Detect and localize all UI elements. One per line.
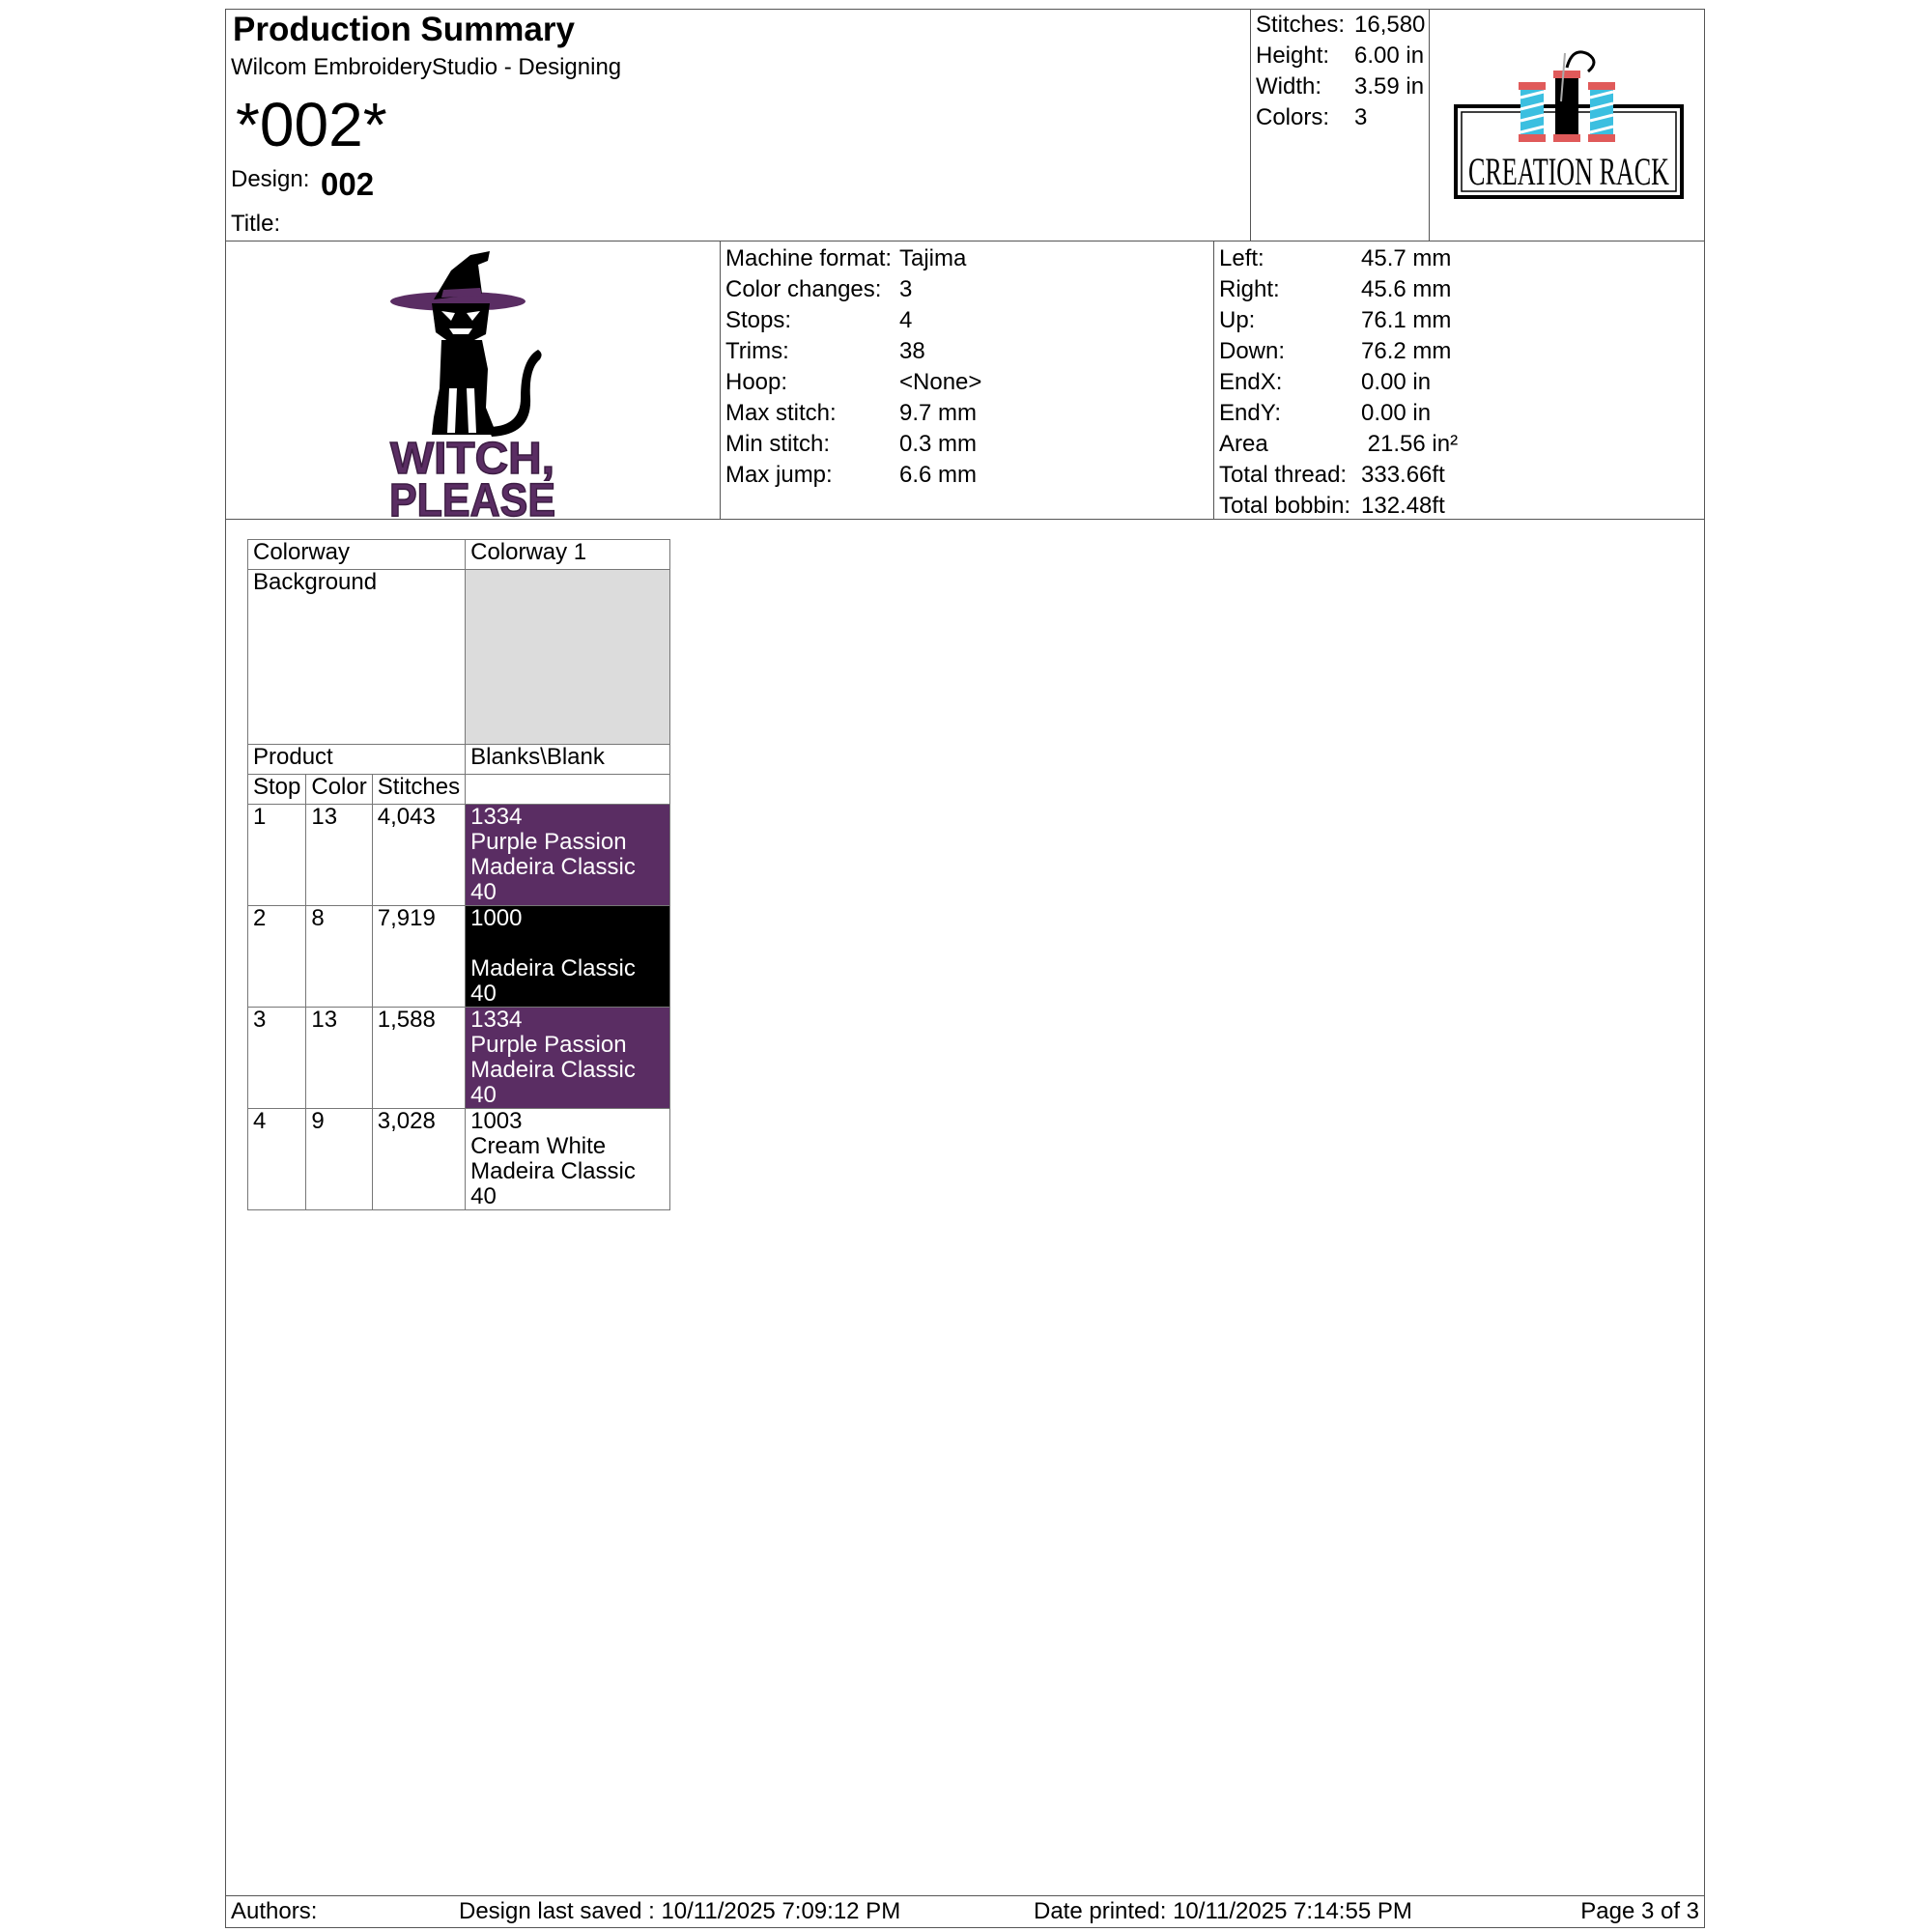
machine-format: Machine format: Tajima	[725, 245, 967, 271]
extent-down: Down: 76.2 mm	[1219, 338, 1452, 364]
svg-text:CREATION RACK: CREATION RACK	[1468, 150, 1670, 193]
thread-code: 1334	[470, 1007, 523, 1033]
thread-name	[470, 931, 665, 956]
stop-number: 3	[248, 1008, 306, 1109]
thread-swatch	[466, 906, 670, 1008]
footer-authors: Authors:	[231, 1898, 318, 1924]
colorway-label: Colorway	[248, 540, 466, 570]
colorway-value: Colorway 1	[466, 540, 670, 570]
stop-stitches: 3,028	[372, 1109, 465, 1210]
stat-stitches: Stitches: 16,580	[1256, 12, 1426, 38]
page-subtitle: Wilcom EmbroideryStudio - Designing	[231, 54, 622, 80]
thread-code: 1003	[470, 1108, 523, 1134]
design-label: Design:	[231, 166, 310, 192]
product-row	[248, 745, 670, 775]
design-preview	[385, 243, 559, 526]
stop-row	[248, 906, 670, 1008]
colorway-row	[248, 540, 670, 570]
end-y: EndY: 0.00 in	[1219, 400, 1432, 426]
thread-code: 1334	[470, 804, 523, 830]
machine-divider	[1213, 241, 1214, 519]
page-title: Production Summary	[233, 11, 575, 48]
thread-code: 1000	[470, 905, 523, 931]
total-thread: Total thread: 333.66ft	[1219, 462, 1445, 488]
stop-stitches: 4,043	[372, 805, 465, 906]
machine-info	[725, 243, 1208, 491]
page-footer	[226, 1895, 1704, 1927]
design-barcode-text: *002*	[236, 90, 387, 159]
creation-rack-logo	[1453, 43, 1685, 208]
logo-graphic	[1453, 43, 1685, 208]
stops: Stops: 4	[725, 307, 913, 333]
product-label: Product	[248, 745, 466, 775]
max-stitch: Max stitch: 9.7 mm	[725, 400, 978, 426]
area: Area 21.56 in²	[1219, 431, 1459, 457]
thread-swatch	[466, 805, 670, 906]
thread-name: Purple Passion	[470, 1032, 627, 1058]
title-label: Title:	[231, 211, 281, 237]
design-extents	[1219, 243, 1702, 522]
design-value: 002	[321, 166, 375, 202]
thread-swatch	[466, 1109, 670, 1210]
stop-number: 2	[248, 906, 306, 1008]
stop-number: 1	[248, 805, 306, 906]
stat-height: Height: 6.00 in	[1256, 43, 1425, 69]
col-color-header: Color	[306, 775, 372, 805]
colorway-table	[247, 539, 670, 1210]
color-changes: Color changes: 3	[725, 276, 913, 302]
thread-name: Purple Passion	[470, 829, 627, 855]
stops-header-row	[248, 775, 670, 805]
thread-brand: Madeira Classic 40	[470, 1057, 636, 1108]
footer-page-number: Page 3 of 3	[1580, 1898, 1699, 1924]
stop-row	[248, 805, 670, 906]
col-thread-header	[466, 775, 670, 805]
min-stitch: Min stitch: 0.3 mm	[725, 431, 978, 457]
col-stitches-header: Stitches	[372, 775, 465, 805]
header-divider	[226, 241, 1704, 242]
stop-number: 4	[248, 1109, 306, 1210]
footer-last-saved: Design last saved : 10/11/2025 7:09:12 PM	[459, 1898, 901, 1924]
background-swatch	[466, 570, 670, 745]
trims: Trims: 38	[725, 338, 925, 364]
footer-date-printed: Date printed: 10/11/2025 7:14:55 PM	[1034, 1898, 1412, 1924]
col-stop-header: Stop	[248, 775, 306, 805]
end-x: EndX: 0.00 in	[1219, 369, 1432, 395]
stop-color: 13	[306, 1008, 372, 1109]
stop-stitches: 7,919	[372, 906, 465, 1008]
total-bobbin: Total bobbin: 132.48ft	[1219, 493, 1445, 519]
stop-stitches: 1,588	[372, 1008, 465, 1109]
summary-stats	[1256, 10, 1430, 133]
stop-color: 13	[306, 805, 372, 906]
extent-right: Right: 45.6 mm	[1219, 276, 1452, 302]
background-label: Background	[248, 570, 466, 745]
product-value: Blanks\Blank	[466, 745, 670, 775]
max-jump: Max jump: 6.6 mm	[725, 462, 978, 488]
preview-line-1: WITCH,	[390, 433, 554, 483]
preview-divider	[720, 241, 721, 519]
thread-brand: Madeira Classic 40	[470, 1158, 636, 1209]
thread-name: Cream White	[470, 1133, 607, 1159]
stop-color: 8	[306, 906, 372, 1008]
thread-brand: Madeira Classic 40	[470, 955, 636, 1007]
extent-up: Up: 76.1 mm	[1219, 307, 1452, 333]
stop-row	[248, 1109, 670, 1210]
background-row	[248, 570, 670, 745]
stats-divider	[1250, 10, 1251, 241]
extent-left: Left: 45.7 mm	[1219, 245, 1452, 271]
witch-cat-illustration	[385, 243, 559, 526]
spool-left-icon	[1519, 82, 1546, 142]
stop-row	[248, 1008, 670, 1109]
preview-line-2: PLEASE	[389, 475, 555, 526]
stop-color: 9	[306, 1109, 372, 1210]
hoop: Hoop: <None>	[725, 369, 982, 395]
stat-width: Width: 3.59 in	[1256, 73, 1425, 99]
stat-colors: Colors: 3	[1256, 104, 1368, 130]
thread-brand: Madeira Classic 40	[470, 854, 636, 905]
thread-swatch	[466, 1008, 670, 1109]
spool-right-icon	[1588, 82, 1615, 142]
